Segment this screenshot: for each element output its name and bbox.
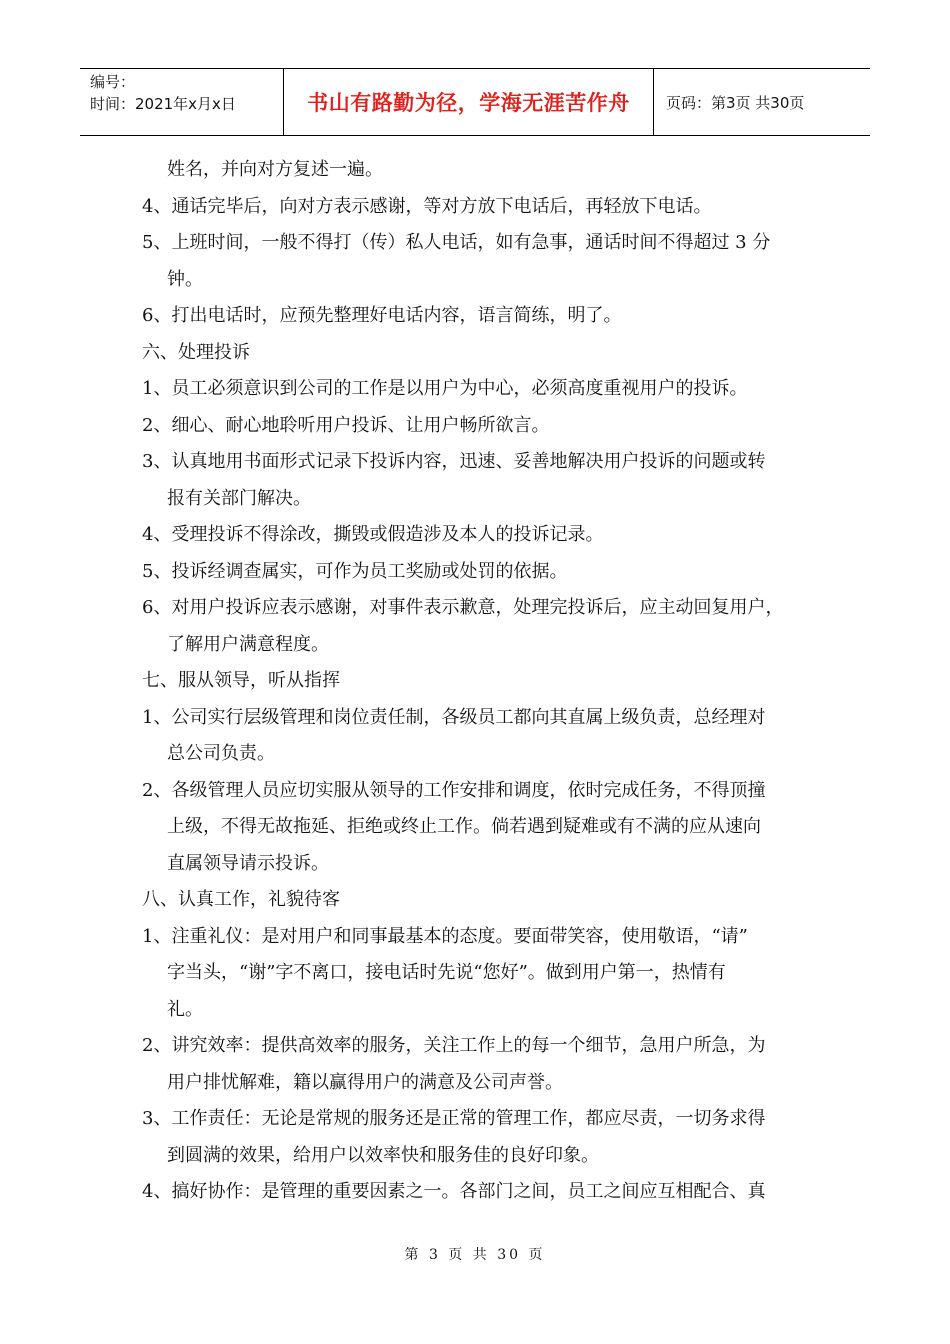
text-line: 报有关部门解决。 (167, 487, 311, 509)
document-body (142, 152, 822, 1211)
text-line: 2、讲究效率：提供高效率的服务，关注工作上的每一个细节，急用户所急，为 (142, 1035, 766, 1056)
header-meta (80, 69, 284, 135)
header-motto: 书山有路勤为径，学海无涯苦作舟 (284, 69, 654, 135)
text-line: 钟。 (167, 268, 203, 290)
text-line: 2、细心、耐心地聆听用户投诉、让用户畅所欲言。 (142, 414, 550, 436)
text-line: 5、投诉经调查属实，可作为员工奖励或处罚的依据。 (142, 560, 568, 582)
text-line: 1、公司实行层级管理和岗位责任制，各级员工都向其直属上级负责，总经理对 (142, 706, 766, 728)
text-line: 6、对用户投诉应表示感谢，对事件表示歉意，处理完投诉后，应主动回复用户， (142, 597, 784, 618)
header-page-info: 页码：第3页 共30页 (666, 93, 805, 112)
text-line: 七、服从领导，听从指挥 (142, 670, 340, 691)
text-line: 2、各级管理人员应切实服从领导的工作安排和调度，依时完成任务，不得顶撞 (142, 779, 766, 801)
text-line: 总公司负责。 (167, 743, 275, 764)
text-line: 4、通话完毕后，向对方表示感谢，等对方放下电话后，再轻放下电话。 (142, 195, 712, 217)
text-line: 5、上班时间，一般不得打（传）私人电话，如有急事，通话时间不得超过 3 分 (142, 232, 771, 253)
page-header (80, 68, 870, 136)
text-line: 1、员工必须意识到公司的工作是以用户为中心，必须高度重视用户的投诉。 (142, 378, 748, 399)
text-line: 4、受理投诉不得涂改，撕毁或假造涉及本人的投诉记录。 (142, 524, 604, 545)
text-line: 礼。 (167, 998, 203, 1020)
text-line: 姓名，并向对方复述一遍。 (167, 159, 383, 180)
text-line: 3、工作责任：无论是常规的服务还是正常的管理工作，都应尽责，一切务求得 (142, 1108, 766, 1129)
text-line: 到圆满的效果，给用户以效率快和服务佳的良好印象。 (167, 1144, 599, 1166)
text-line: 3、认真地用书面形式记录下投诉内容，迅速、妥善地解决用户投诉的问题或转 (142, 451, 766, 472)
text-line: 1、注重礼仪：是对用户和同事最基本的态度。要面带笑容，使用敬语，“请” (142, 925, 748, 947)
text-line: 4、搞好协作：是管理的重要因素之一。各部门之间，员工之间应互相配合、真 (142, 1181, 766, 1202)
text-line: 直属领导请示投诉。 (167, 852, 329, 874)
text-line: 字当头，“谢”字不离口，接电话时先说“您好”。做到用户第一，热情有 (167, 962, 726, 983)
page-footer: 第 3 页 共 30 页 (404, 1247, 546, 1263)
text-line: 了解用户满意程度。 (167, 633, 329, 655)
text-line: 八、认真工作，礼貌待客 (142, 889, 340, 910)
text-line: 上级，不得无故拖延、拒绝或终止工作。倘若遇到疑难或有不满的应从速向 (167, 816, 761, 837)
number-label: 编号： (90, 73, 136, 91)
text-line: 六、处理投诉 (142, 341, 250, 363)
text-line: 6、打出电话时，应预先整理好电话内容，语言简练，明了。 (142, 305, 622, 326)
time-label: 时间：2021年x月x日 (90, 95, 236, 113)
text-line: 用户排忧解难，籍以赢得用户的满意及公司声誉。 (167, 1071, 563, 1093)
